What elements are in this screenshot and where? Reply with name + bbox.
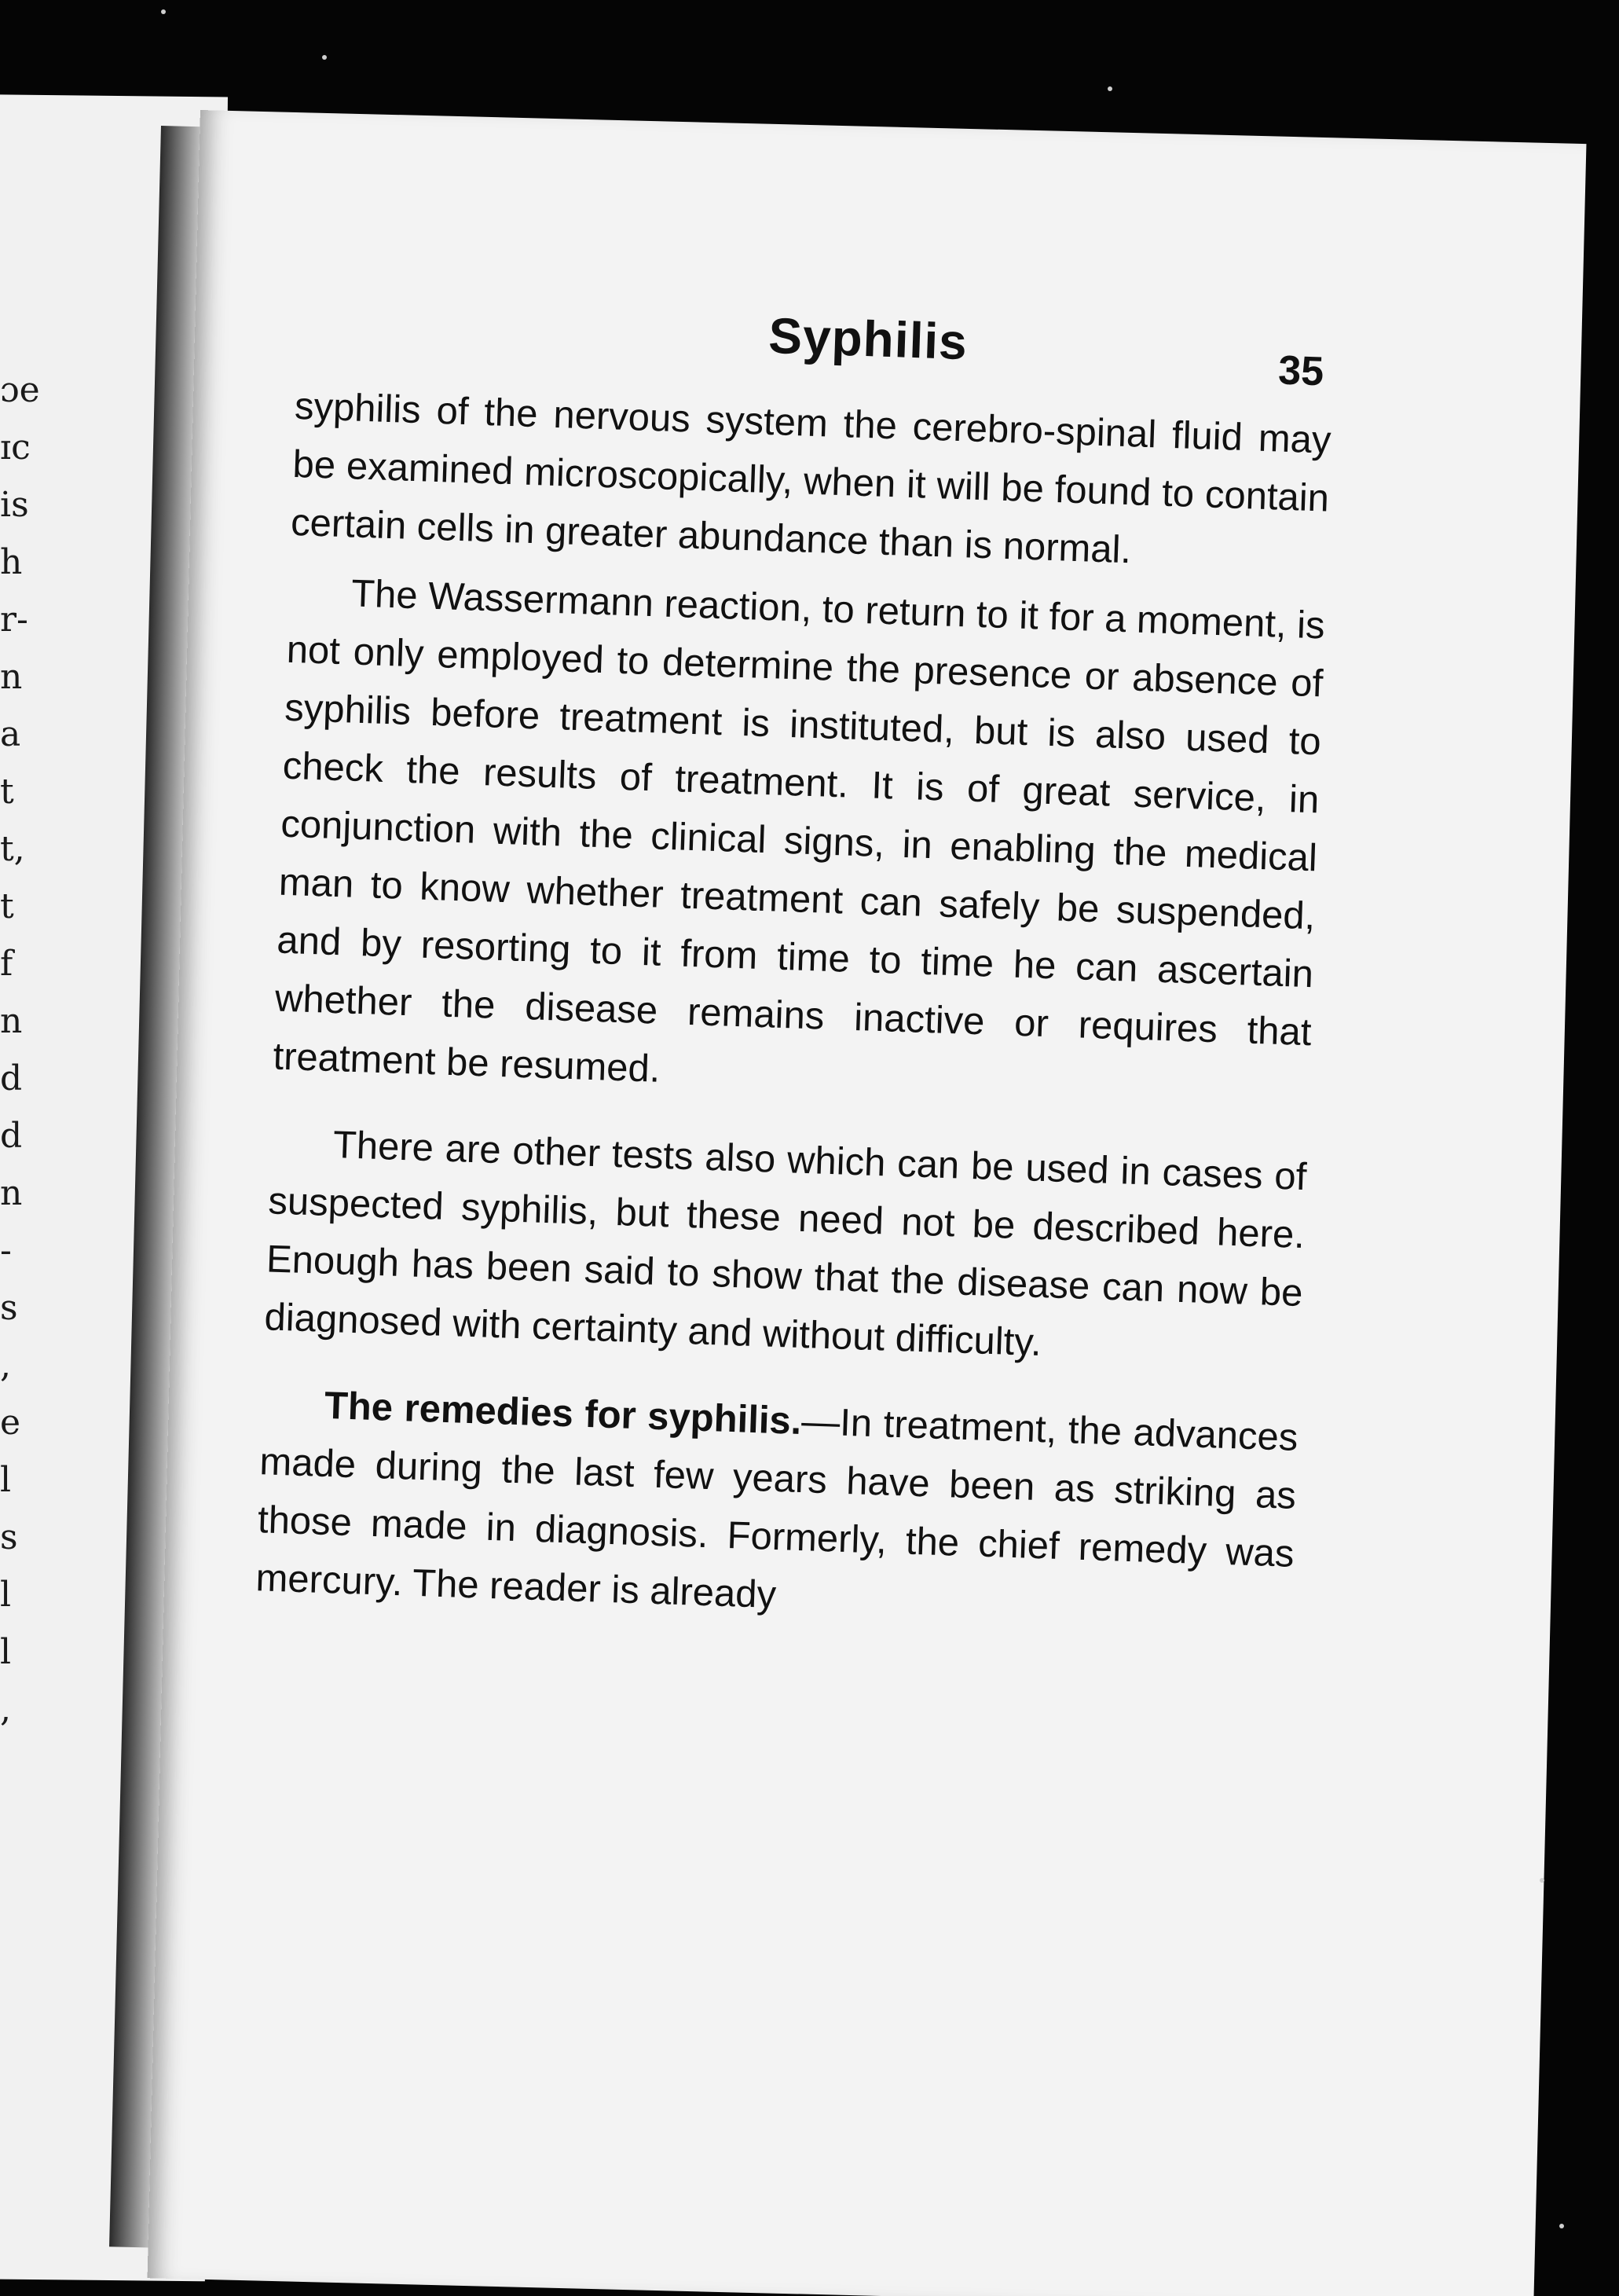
line-fragment: , <box>0 1689 11 1729</box>
line-fragment: d <box>0 1116 23 1156</box>
scan-speck <box>1559 2224 1564 2228</box>
line-fragment: s <box>0 1517 18 1557</box>
line-fragment: e <box>0 1403 21 1443</box>
scan-speck <box>322 55 327 60</box>
line-fragment: l <box>0 1575 12 1615</box>
line-fragment: t <box>0 772 14 812</box>
paragraph-remedies <box>255 1374 1298 1641</box>
line-fragment: l <box>0 1460 12 1500</box>
paragraph-other-tests: There are other tests also which can be used in cases of suspected syphilis, but these need not be described here. Enough has been said to show that the disease can now be diagnosed with certainty and without difficulty. <box>263 1124 1308 1365</box>
line-fragment: t, <box>0 829 25 869</box>
line-fragment: d <box>0 1058 23 1098</box>
line-fragment: , <box>0 1345 11 1385</box>
line-fragment: n <box>0 1001 23 1041</box>
line-fragment: s <box>0 1288 18 1328</box>
line-fragment: n <box>0 1173 23 1213</box>
section-heading: The remedies for syphilis. <box>324 1384 803 1443</box>
line-fragment: a <box>0 714 21 754</box>
line-fragment: f <box>0 944 13 984</box>
line-fragment: ɔe <box>0 370 40 410</box>
section-text: —In treatment, the advances made during the last few years have been as striking as those made in diagnosis. Formerly, the chief remedy was mercury. The reader is already <box>255 1400 1299 1617</box>
page-text-block <box>255 291 1335 1641</box>
line-fragment: l <box>0 1632 12 1672</box>
line-fragment: t <box>0 886 14 926</box>
line-fragment: - <box>0 1231 12 1271</box>
line-fragment: ɪc <box>0 427 31 468</box>
page-number: 35 <box>1277 347 1325 395</box>
paragraph-wassermann: The Wassermann reaction, to return to it for a moment, is not only employed to determine the presence or absence of syphilis before treatment is instituted, but is also used to check the results of treatment. It is of great service, in conjunction with the clinical signs, in enabling the medical man to know whether treatment can safely be suspended, and by resorting to it from time to time he can ascertain whether the disease remains inactive or requires that treatment be resumed. <box>272 572 1326 1091</box>
scan-speck <box>1108 86 1112 91</box>
previous-page-line-endings <box>0 361 47 1738</box>
page-title: Syphilis <box>767 306 969 371</box>
line-fragment: r- <box>0 600 28 640</box>
paragraph-continuation: syphilis of the nervous system the cerebro-spinal fluid may be examined microscopically, when it will be found to contain certain cells in greater abundance than is normal. <box>290 384 1332 572</box>
scan-speck <box>161 9 166 14</box>
line-fragment: n <box>0 657 23 697</box>
line-fragment: is <box>0 485 29 525</box>
line-fragment: h <box>0 542 23 582</box>
